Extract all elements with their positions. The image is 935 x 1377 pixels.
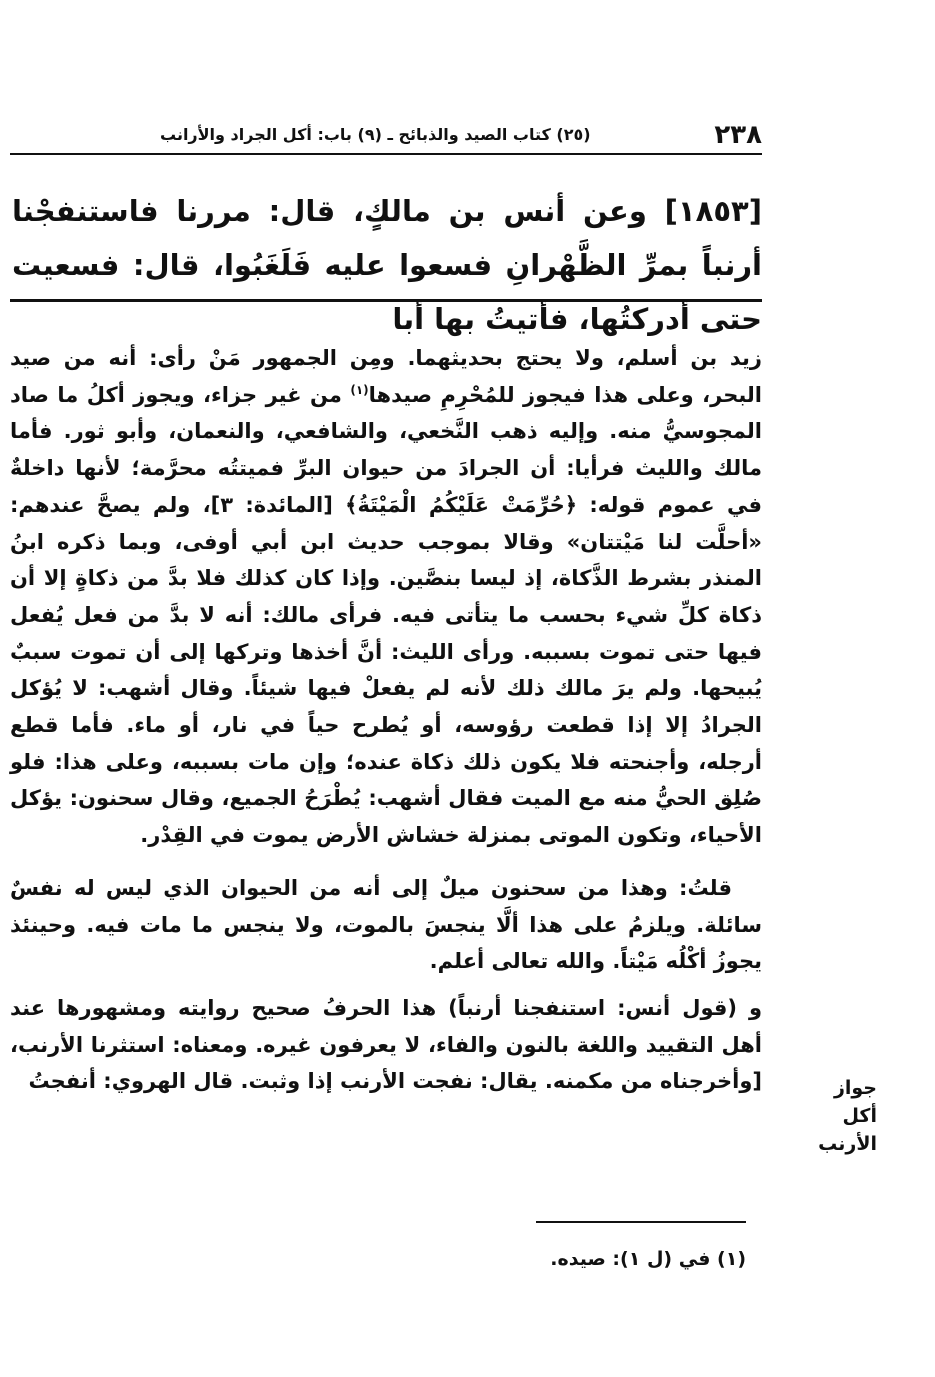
hadith-text: [١٨٥٣] وعن أنس بن مالكٍ، قال: مررنا فاستنفجْنا أرنباً بمرِّ الظَّهْرانِ فسعوا عليه فَلَغَبُوا، قال: فسعيت حتى أدركتُها، فأتيتُ بها أبا [12, 194, 762, 336]
margin-note: جواز أكل الأرنب [818, 1077, 877, 1155]
commentary-paragraph-1-rest: من غير جزاء، ويجوز أكلُ ما صاد المجوسيُّ منه. وإليه ذهب النَّخعي، والشافعي، والنعمان، وأبو ثور. فأما مالك والليث فرأيا: أن الجرادَ من حيوان البرِّ فميتتُه محرَّمة؛ لأنها داخلةٌ في عموم قوله: ﴿حُرِّمَتْ عَلَيْكُمُ الْمَيْتَةُ﴾ [المائدة: ٣]، ولم يصحَّ عندهم: «أحلَّت لنا مَيْتتان» وقالا بموجب حديث ابن أبي أوفى، وبما ذكره ابنُ المنذر بشرط الذَّكاة، إذ ليسا بنصَّين. وإذا كان كذلك فلا بدَّ من ذكاةٍ إلا أن ذكاة كلِّ شيء بحسب ما يتأتى فيه. فرأى مالك: أنه لا بدَّ من فعل يُفعل فيها حتى تموت بسببه. ورأى الليث: أنَّ أخذها وتركها إلى أن تموت سببٌ يُبيحها. ولم يرَ مالك ذلك لأنه لم يفعلْ فيها شيئاً. وقال أشهب: لا يُؤكل الجرادُ إلا إذا قطعت رؤوسه، أو يُطرح حياً في نار، أو ماء. فأما قطع أرجله، وأجنحته فلا يكون ذلك ذكاة عنده؛ وإن مات بسببه، وعلى هذا: فلو صُلِق الحيُّ منه مع الميت فقال أشهب: يُطْرَحُ الجميع، وقال سحنون: يؤكل الأحياء، وتكون الموتى بمنزلة خشاش الأرض يموت في القِدْر. [10, 382, 762, 848]
footnote-reference: (١) [350, 382, 369, 397]
footnote-rule [536, 1221, 746, 1223]
running-title: (٢٥) كتاب الصيد والذبائح ـ (٩) باب: أكل الجراد والأرانب [160, 125, 591, 144]
hadith-block [12, 184, 762, 346]
commentary-block [10, 340, 762, 1100]
text-commentary-divider [10, 299, 762, 302]
commentary-paragraph-2: قلتُ: وهذا من سحنون ميلٌ إلى أنه من الحيوان الذي ليس له نفسٌ سائلة. ويلزمُ على هذا ألَّا ينجسَ بالموت، ولا ينجس ما مات فيه. وحينئذ يجوزُ أكْلُه مَيْتاً. والله تعالى أعلم. [10, 875, 762, 974]
commentary-paragraph-1-start: زيد بن أسلم، ولا يحتج بحديثهما. ومِن الجمهور مَنْ رأى: أنه من صيد البحر، وعلى هذا فيجوز للمُحْرِمِ صيدها [10, 346, 762, 407]
commentary-paragraph-3: و (قول أنس: استنفجنا أرنباً) هذا الحرفُ صحيح روايته ومشهورها عند أهل التقييد واللغة بالنون والفاء، لا يعرفون غيره. ومعناه: استثرنا الأرنب، [وأخرجناه من مكمنه. يقال: نفجت الأرنب إذا وثبت. قال الهروي: أنفجتُ [10, 995, 762, 1094]
header-rule [10, 153, 762, 155]
page-header [10, 118, 762, 152]
footnote: (١) في (ل ١): صيده. [550, 1248, 746, 1270]
commentary-paragraph-1 [10, 340, 762, 854]
page-number: ٢٣٨ [714, 120, 762, 150]
